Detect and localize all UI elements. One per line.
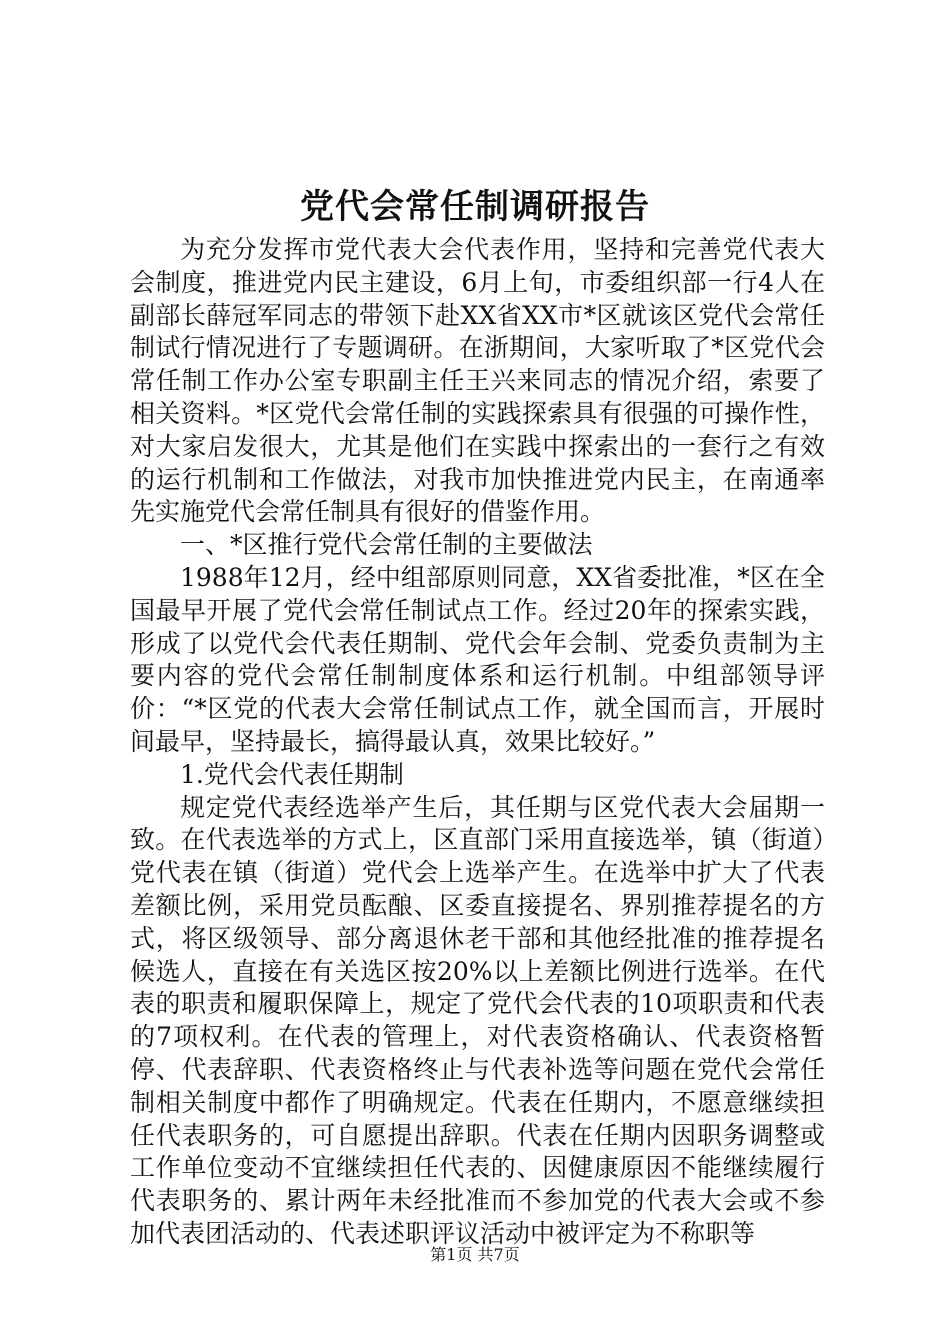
- subsection-heading: 1.党代会代表任期制: [180, 759, 404, 789]
- intro-paragraph: 为充分发挥市党代表大会代表作用，坚持和完善党代表大会制度，推进党内民主建设，6月上旬，市委组织部一行4人在副部长薛冠军同志的带领下赴XX省XX市*区就该区党代会常任制试行情况进行了专题调研。在浙期间，大家听取了*区党代会常任制工作办公室专职副主任王兴来同志的情况介绍，索要了相关资料。*区党代会常任制的实践探索具有很强的可操作性，对大家启发很大，尤其是他们在实践中探索出的一套行之有效的运行机制和工作做法，对我市加快推进党内民主，在南通率先实施党代会常任制具有很好的借鉴作用。: [130, 235, 825, 527]
- page-number-footer: 第1页 共7页: [430, 1245, 520, 1264]
- page-title: 党代会常任制调研报告: [300, 187, 650, 227]
- body-paragraph: 规定党代表经选举产生后，其任期与区党代表大会届期一致。在代表选举的方式上，区直部门采用直接选举，镇（街道）党代表在镇（街道）党代会上选举产生。在选举中扩大了代表差额比例，采用党员酝酿、区委直接提名、界别推荐提名的方式，将区级领导、部分离退休老干部和其他经批准的推荐提名候选人，直接在有关选区按20%以上差额比例进行选举。在代表的职责和履职保障上，规定了党代会代表的10项职责和代表的7项权利。在代表的管理上，对代表资格确认、代表资格暂停、代表辞职、代表资格终止与代表补选等问题在党代会常任制相关制度中都作了明确规定。代表在任期内，不愿意继续担任代表职务的，可自愿提出辞职。代表在任期内因职务调整或工作单位变动不宜继续担任代表的、因健康原因不能继续履行代表职务的、累计两年未经批准而不参加党的代表大会或不参加代表团活动的、代表述职评议活动中被评定为不称职等: [130, 792, 825, 1248]
- document-body: [130, 234, 825, 1251]
- body-paragraph: 1988年12月，经中组部原则同意，XX省委批准，*区在全国最早开展了党代会常任制试点工作。经过20年的探索实践，形成了以党代会代表任期制、党代会年会制、党委负责制为主要内容的党代会常任制制度体系和运行机制。中组部领导评价：“*区党的代表大会常任制试点工作，就全国而言，开展时间最早，坚持最长，搞得最认真，效果比较好。”: [130, 562, 825, 756]
- section-heading: 一、*区推行党代会常任制的主要做法: [180, 530, 593, 560]
